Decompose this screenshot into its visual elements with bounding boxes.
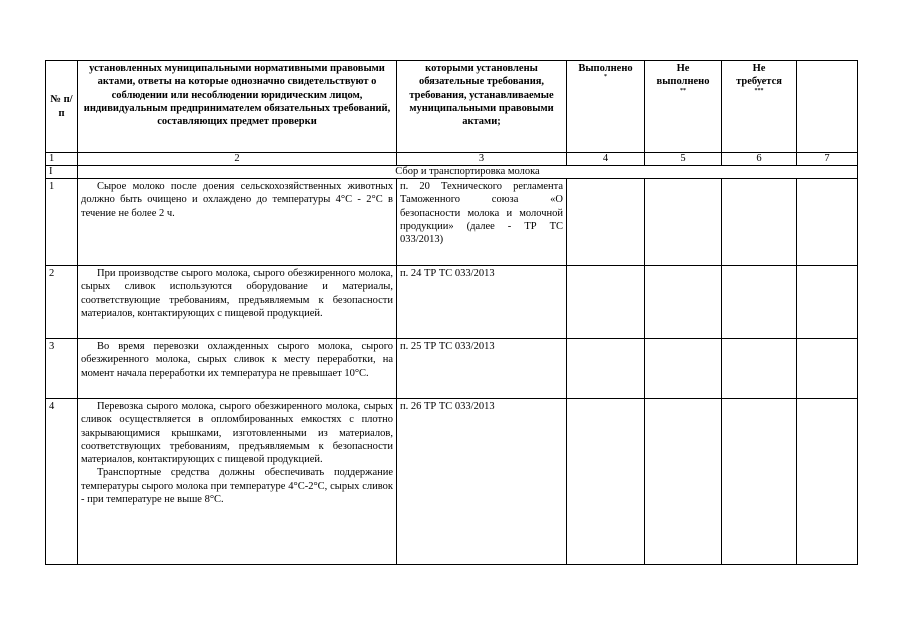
header-row [46,61,858,153]
section-title: Сбор и транспортировка молока [78,166,858,179]
legal-reference: п. 24 ТР ТС 033/2013 [397,266,567,339]
header-not-done-label: Не выполнено [656,63,710,88]
header-done [567,61,645,153]
answer-not-required-cell[interactable] [722,399,797,565]
header-done-label: Выполнено [578,63,633,74]
legal-reference: п. 26 ТР ТС 033/2013 [397,399,567,565]
header-not-required [722,61,797,153]
column-number: 5 [645,153,722,166]
answer-done-cell[interactable] [567,339,645,399]
column-number-row [46,153,858,166]
column-number: 3 [397,153,567,166]
header-legal-reference: которыми установлены обязательные требования, требования, устанавливаемые муниципальными правовыми актами; [397,61,567,153]
answer-not-done-cell[interactable] [645,266,722,339]
answer-not-required-cell[interactable] [722,339,797,399]
requirement-text: Перевозка сырого молока, сырого обезжиренного молока, сырых сливок осуществляется в опломбированных емкостях с плотно закрывающимися крышками, изготовленными из материалов, соответствующих требованиям, предъявляемым к безопасности материалов, контактирующих с пищевой продукцией. [81,401,393,466]
answer-done-cell[interactable] [567,179,645,266]
header-not-required-label: Не требуется [736,63,782,88]
section-row [46,166,858,179]
answer-done-cell[interactable] [567,399,645,565]
column-number: 7 [797,153,858,166]
requirement-cell [78,339,397,399]
header-num: № п/п [46,61,78,153]
extra-cell[interactable] [797,266,858,339]
header-extra [797,61,858,153]
table-row [46,339,858,399]
table-row [46,266,858,339]
row-number: 2 [46,266,78,339]
column-number: 6 [722,153,797,166]
column-number: 1 [46,153,78,166]
header-not-required-mark: *** [754,87,764,94]
row-number: 1 [46,179,78,266]
requirement-text: Сырое молоко после доения сельскохозяйственных животных должно быть очищено и охлаждено до температуры 4°С - 2°С в течение не более 2 ч. [81,181,393,219]
table-row [46,399,858,565]
requirement-cell [78,266,397,339]
column-number: 4 [567,153,645,166]
requirement-cell [78,179,397,266]
header-requirement: установленных муниципальными нормативными правовыми актами, ответы на которые однозначно свидетельствуют о соблюдении или несоблюдении юридическим лицом, индивидуальным предпринимателем обязательных требований, составляющих предмет проверки [78,61,397,153]
checklist-table [45,60,858,565]
answer-not-required-cell[interactable] [722,266,797,339]
legal-reference: п. 20 Технического регламента Таможенного союза «О безопасности молока и молочной продукции» (далее - ТР ТС 033/2013) [397,179,567,266]
requirement-cell [78,399,397,565]
requirement-text: Транспортные средства должны обеспечивать поддержание температуры сырого молока при температуре 4°С-2°С, сырых сливок - при температуре не выше 8°С. [81,467,393,506]
extra-cell[interactable] [797,399,858,565]
extra-cell[interactable] [797,339,858,399]
answer-not-done-cell[interactable] [645,339,722,399]
column-number: 2 [78,153,397,166]
answer-not-required-cell[interactable] [722,179,797,266]
extra-cell[interactable] [797,179,858,266]
section-number: I [46,166,78,179]
header-not-done [645,61,722,153]
requirement-text: Во время перевозки охлажденных сырого молока, сырого обезжиренного молока, сырых сливок к месту переработки, на момент начала переработки их температура не превышает 10°С. [81,341,393,379]
answer-not-done-cell[interactable] [645,399,722,565]
table-row [46,179,858,266]
row-number: 3 [46,339,78,399]
answer-not-done-cell[interactable] [645,179,722,266]
row-number: 4 [46,399,78,565]
requirement-text: При производстве сырого молока, сырого обезжиренного молока, сырых сливок используются оборудование и материалы, соответствующие требованиям, предъявляемым к безопасности материалов, контактирующих с пищевой продукцией. [81,268,393,319]
header-done-mark: * [604,74,607,81]
header-not-done-mark: ** [680,87,686,94]
answer-done-cell[interactable] [567,266,645,339]
legal-reference: п. 25 ТР ТС 033/2013 [397,339,567,399]
